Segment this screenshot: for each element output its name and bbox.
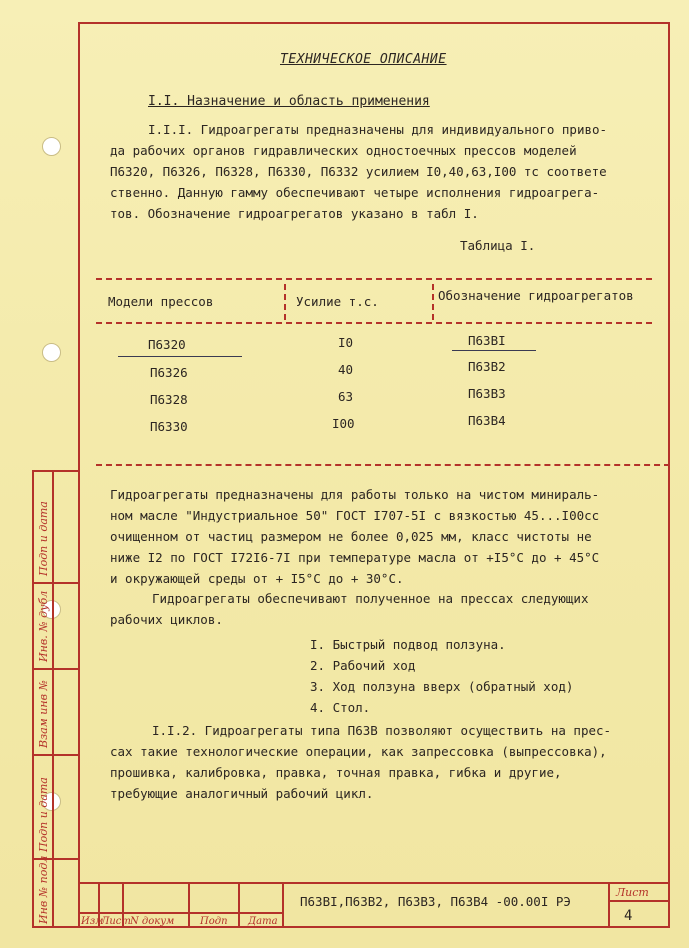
document-code: П63ВI,П63В2, П63В3, П63В4 -00.00I РЭ: [300, 894, 571, 909]
table-caption: Таблица I.: [460, 238, 536, 253]
list-item: 4. Стол.: [310, 700, 371, 715]
text-line: да рабочих органов гидравлических одностоечных прессов моделей: [110, 143, 577, 158]
text-line: ном масле "Индустриальное 50" ГОСТ I707-5I с вязкостью 45...I00сс: [110, 508, 600, 523]
title-block-label: Дата: [248, 916, 278, 927]
table-cell: П6330: [150, 419, 188, 434]
text-line: I.I.I. Гидроагрегаты предназначены для индивидуального приво-: [148, 122, 608, 137]
table-cell: П63В4: [468, 413, 506, 428]
table-bottom-border: [96, 464, 670, 466]
table-cell: П63В3: [468, 386, 506, 401]
title-block-border: [188, 882, 190, 928]
text-line: тов. Обозначение гидроагрегатов указано в табл I.: [110, 206, 479, 221]
document-title: ТЕХНИЧЕСКОЕ ОПИСАНИЕ: [280, 52, 447, 67]
title-block-border: [78, 882, 670, 884]
table-column-divider: [284, 284, 286, 320]
text-line: рабочих циклов.: [110, 612, 223, 627]
pencil-underline: [452, 350, 536, 351]
text-line: П6320, П6326, П6328, П6330, П6332 усилием I0,40,63,I00 тс соответе: [110, 164, 607, 179]
section-heading: I.I. Назначение и область применения: [148, 94, 430, 109]
stamp-divider: [34, 582, 78, 584]
text-line: сах такие технологические операции, как запрессовка (выпрессовка),: [110, 744, 607, 759]
text-line: ственно. Данную гамму обеспечивают четыре исполнения гидроагрега-: [110, 185, 600, 200]
title-block-label: Подп: [200, 916, 228, 927]
stamp-label: Инв. № дубл: [37, 590, 50, 662]
title-block-border: [282, 882, 284, 928]
text-line: ниже I2 по ГОСТ I72I6-7I при температуре масла от +I5°C до + 45°C: [110, 550, 600, 565]
text-line: Гидроагрегаты обеспечивают полученное на прессах следующих: [152, 591, 589, 606]
table-cell: I00: [332, 416, 355, 431]
title-block-border: [608, 900, 670, 902]
title-block-border: [238, 882, 240, 928]
table-header-designation: Обозначение гидроагрегатов: [438, 288, 634, 303]
text-line: и окружающей среды от + I5°C до + 30°C.: [110, 571, 404, 586]
stamp-label: Подп и дата: [37, 777, 50, 852]
sheet-number: 4: [624, 908, 633, 924]
list-item: I. Быстрый подвод ползуна.: [310, 637, 506, 652]
text-line: прошивка, калибровка, правка, точная правка, гибка и другие,: [110, 765, 562, 780]
list-item: 3. Ход ползуна вверх (обратный ход): [310, 679, 574, 694]
table-cell: 63: [338, 389, 354, 404]
title-block-label: N докум: [130, 916, 175, 927]
text-line: требующие аналогичный рабочий цикл.: [110, 786, 374, 801]
title-block: [78, 882, 670, 928]
table-cell: I0: [338, 335, 354, 350]
table-cell: П63ВI: [468, 333, 506, 348]
table-cell: П63В2: [468, 359, 506, 374]
table-cell: 40: [338, 362, 354, 377]
title-block-label: Изм: [81, 916, 104, 927]
list-item: 2. Рабочий ход: [310, 658, 416, 673]
table-cell: П6320: [148, 337, 186, 352]
table-header-models: Модели прессов: [108, 294, 214, 309]
title-block-border: [608, 882, 610, 928]
table-header-border: [96, 322, 652, 324]
side-stamp: [32, 470, 78, 928]
table-header-force: Усилие т.с.: [296, 294, 379, 309]
pencil-underline: [118, 356, 242, 357]
table-column-divider: [432, 284, 434, 320]
title-block-border: [78, 912, 282, 914]
table-cell: П6328: [150, 392, 188, 407]
stamp-divider: [34, 754, 78, 756]
stamp-label: Инв № подл: [37, 855, 50, 924]
table-cell: П6326: [150, 365, 188, 380]
stamp-label: Взам инв №: [37, 680, 50, 748]
text-line: I.I.2. Гидроагрегаты типа П63В позволяют осуществить на прес-: [152, 723, 612, 738]
title-block-label: Лист: [101, 916, 131, 927]
stamp-divider: [34, 668, 78, 670]
table-top-border: [96, 278, 652, 280]
punch-hole: [42, 137, 61, 156]
stamp-label: Подп и дата: [37, 501, 50, 576]
text-line: очищенном от частиц размером не более 0,025 мм, класс чистоты не: [110, 529, 592, 544]
punch-hole: [42, 343, 61, 362]
text-line: Гидроагрегаты предназначены для работы только на чистом минираль-: [110, 487, 600, 502]
sheet-label: Лист: [616, 886, 649, 899]
